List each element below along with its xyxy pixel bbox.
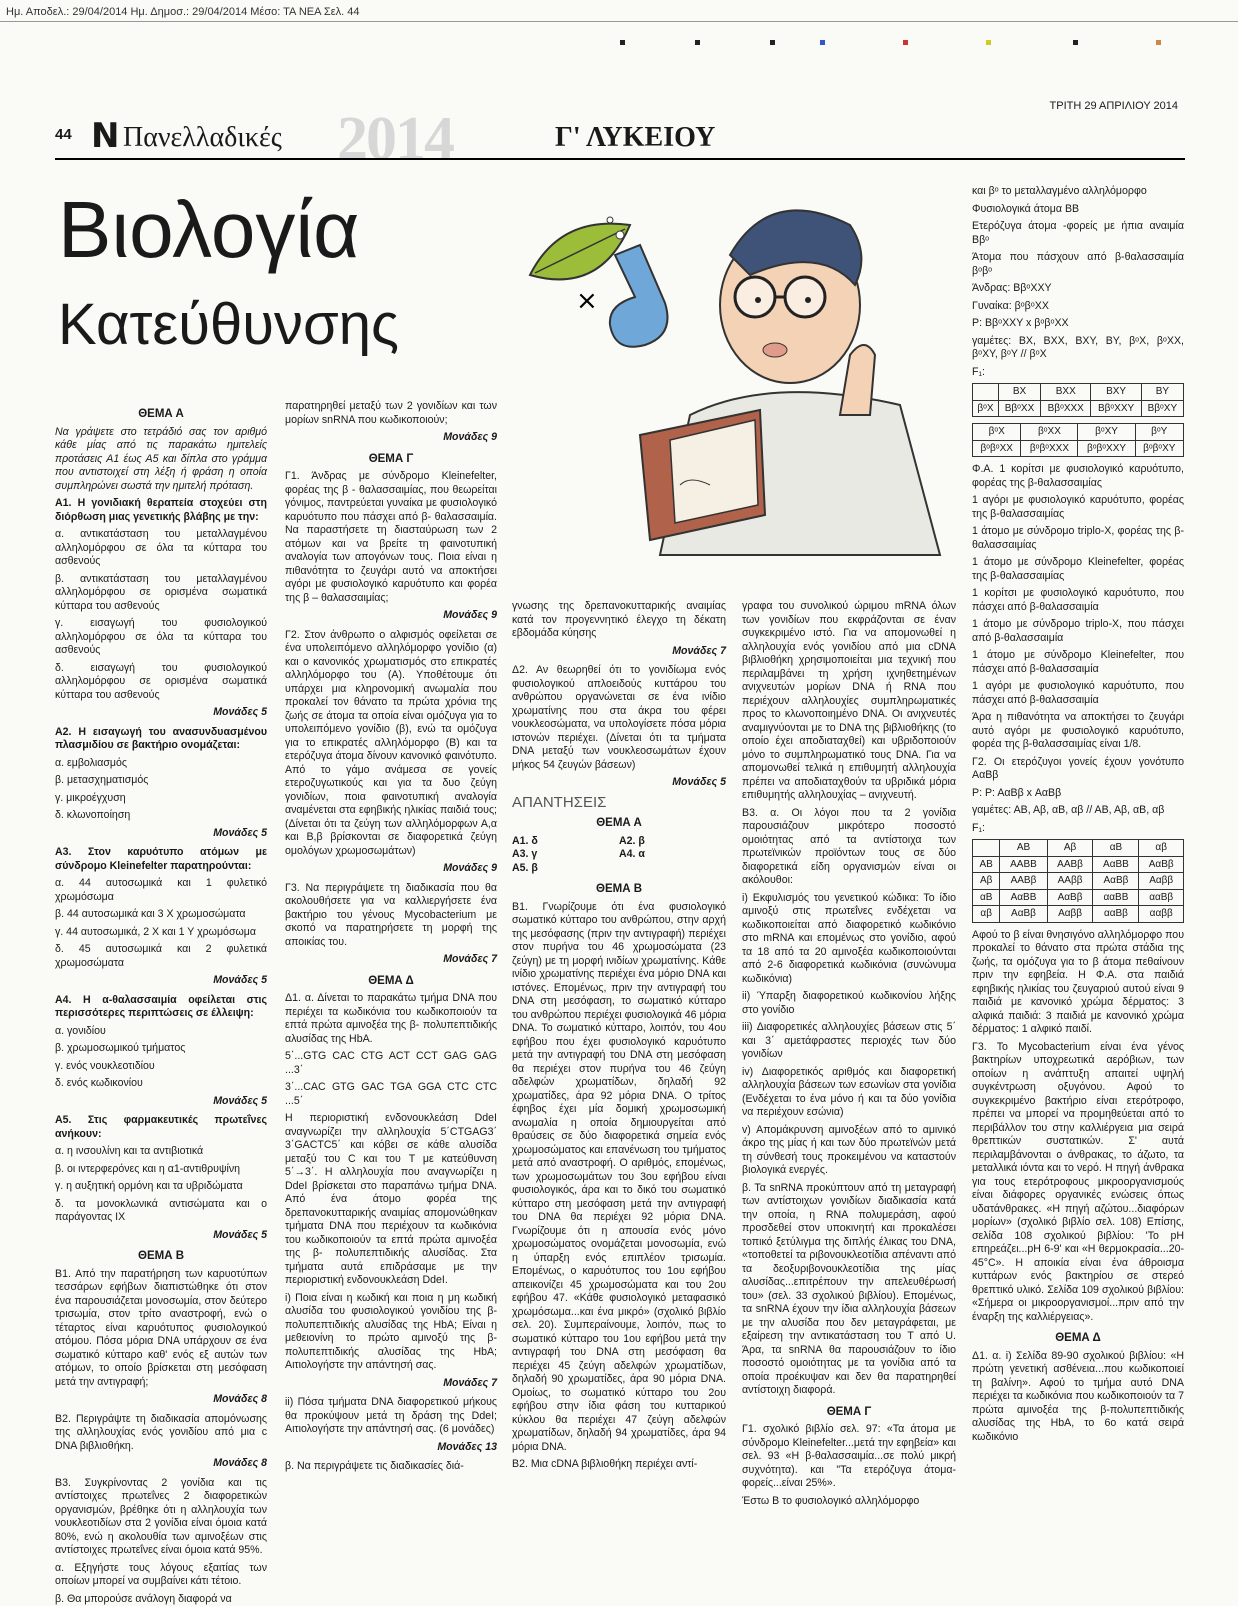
table-row	[973, 856, 1184, 873]
meta-divider	[0, 21, 1238, 22]
column-1	[55, 400, 267, 1565]
question-a3: Α3. Στον καρυότυπο ατόμων με σύνδρομο Kleinefelter παρατηρούνται:	[55, 846, 267, 873]
table-cell: βᵒΥ	[1135, 424, 1183, 441]
points: Μονάδες 9	[285, 431, 497, 445]
points: Μονάδες 7	[285, 1377, 497, 1391]
table-cell: ΑΑββ	[1047, 873, 1093, 890]
g2-gametes: γαμέτες: ΑΒ, Αβ, αΒ, αβ // ΑΒ, Αβ, αΒ, αβ	[972, 804, 1184, 818]
registration-dot	[986, 40, 991, 45]
option: γ. εισαγωγή του φυσιολογικού αλληλομόρφου σε όλα τα κύτταρα του ασθενούς	[55, 617, 267, 658]
heading-thema-a: ΘΕΜΑ Α	[55, 408, 267, 422]
punnett-square-3	[972, 839, 1184, 923]
instructions: Να γράψετε στο τετράδιό σας τον αριθμό κάθε μίας από τις παρακάτω ημιτελείς προτάσεις Α1 έως Α5 και δίπλα στο γράμμα που αντιστοιχεί στη λέξη ή φράση η οποία συμπληρώνει σωστά την ημιτελή πρόταση.	[55, 426, 267, 494]
question-d2: Δ2. Αν θεωρηθεί ότι το γονιδίωμα ενός φυσιολογικού απλοειδούς κυττάρου του ανθρώπου οργανώνεται σε ένα ινίδιο χρωματίνης που στα άκρα του φέρει νουκλεοσώματα, να υπολογίσετε πόσα μόρια ιστονών περιέχει. (Δίνεται ότι τα τμήματα DNA μεταξύ των νουκλεοσωμάτων έχουν μήκος 54 ζευγών βάσεων)	[512, 664, 726, 772]
allele-def: Ετερόζυγα άτομα -φορείς με ήπια αναιμία Ββᵒ	[972, 220, 1184, 247]
answer-b3b: β. Τα snRNA προκύπτουν από τη μεταγραφή των αντίστοιχων γονιδίων διαδικασία κατά την οποία, η RNA πολυμεράση, αφού προσδεθεί στον υποκινητή και προκαλέσει τοπικό ξετύλιγμα της διπλής έλικας του DNA, «τοποθετεί τα ριβονουκλεοτίδια απέναντι από τα δεοξυριβονουκλεοτίδια της μίας αλυσίδας...επιτρέπουν την απελευθέρωσή του» (σελ. 33 σχολικού βιβλίου). Επομένως, τα snRNA έχουν την ίδια αλληλουχία βάσεων με την αλυσίδα που δεν μεταγράφεται, με εξαίρεση την αντικατάσταση του T από U. Άρα, τα snRNA θα παρουσιάζουν το ίδιο ποσοστό ομοιότητας με τα γονίδια από τα οποία προέκυψαν και δεν θα παρατηρηθεί αντίστοιχη διαφορά.	[742, 1182, 956, 1398]
question-g3: Γ3. Να περιγράψετε τη διαδικασία που θα ακολουθήσετε για να καλλιεργήσετε ένα βακτήριο του γένους Mycobacterium με σκοπό να παρατηρήσετε τη μορφή της αποικίας του.	[285, 882, 497, 950]
table-cell: Αβ	[1047, 840, 1093, 857]
answer-b2: Β2. Μια cDNA βιβλιοθήκη περιέχει αντί-	[512, 1458, 726, 1472]
man-genotype: Άνδρας: ΒβᵒΧΧΥ	[972, 282, 1184, 296]
cross: Ρ: ΒβᵒΧΧΥ x βᵒβᵒΧΧ	[972, 317, 1184, 331]
registration-dot	[620, 40, 625, 45]
table-cell: ΑΑΒβ	[1000, 873, 1047, 890]
registration-dot	[695, 40, 700, 45]
question-d1-ii: ii) Πόσα τμήματα DNA διαφορετικού μήκους θα προκύψουν μετά τη δράση της DdeI; Αιτιολογήστε την απάντησή σας. (6 μονάδες)	[285, 1396, 497, 1437]
heading-answers-d: ΘΕΜΑ Δ	[972, 1332, 1184, 1346]
issue-date: ΤΡΙΤΗ 29 ΑΠΡΙΛΙΟΥ 2014	[1050, 100, 1178, 112]
scientist-illustration	[520, 185, 950, 555]
points: Μονάδες 5	[512, 776, 726, 790]
question-g2: Γ2. Στον άνθρωπο ο αλφισμός οφείλεται σε ένα υπολειπόμενο αλληλόμορφο γονίδιο (α) και ο κανονικός χρωματισμός στο επικρατές αλληλόμορφο του (Α). Υποθέτουμε ότι υπάρχει μια κληρονομική ανωμαλία που προκαλεί τον θάνατο τα πρώτα χρόνια της ζωής σε άτομα τα οποία είναι ομόζυγα για το υπολειπόμενο γονίδιο (β), ενώ τα ομόζυγα για το επικρατές αλληλόμορφο (Β) και τα ετερόζυγα άτομα δίνουν κανονικό φαινότυπο. Από το γάμο ανάμεσα σε γονείς ετεροζυγωτικούς και για τα δυο ζεύγη γονιδίων, ποια φαινοτυπική αναλογία αναμένεται στα εφηβικής ηλικίας παιδιά τους;(Δίνεται ότι τα ζεύγη των αλληλόμορφων Α,α και Β,β βρίσκονται σε διαφορετικά ζεύγη ομολόγων χρωμοσωμάτων)	[285, 629, 497, 859]
answer-b3-item: ii) Ύπαρξη διαφορετικού κωδικονίου λήξης στο γονίδιο	[742, 990, 956, 1017]
column-3	[512, 600, 726, 1565]
section-title: Πανελλαδικές	[123, 122, 282, 154]
table-cell: ΑαΒΒ	[1093, 856, 1139, 873]
table-row	[973, 889, 1184, 906]
heading-answers-g: ΘΕΜΑ Γ	[742, 1406, 956, 1420]
ta-nea-logo: Ν	[91, 116, 119, 156]
points: Μονάδες 8	[55, 1393, 267, 1407]
table-cell: ααΒβ	[1093, 906, 1139, 923]
option: β. 44 αυτοσωμικά και 3 Χ χρωμοσώματα	[55, 908, 267, 922]
table-row	[973, 440, 1184, 457]
table-cell: ΑαΒΒ	[1000, 889, 1047, 906]
option: α. 44 αυτοσωμικά και 1 φυλετικό χρωμόσωμα	[55, 877, 267, 904]
table-cell: αβ	[1139, 840, 1184, 857]
answer-g1: Γ1. σχολικό βιβλίο σελ. 97: «Τα άτομα με σύνδρομο Kleinefelter...μετά την εφηβεία» και σελ. 93 «Η β-θαλασσαιμία...σε πολύ μικρή συχνότητα). και "Τα ετερόζυγα άτομα-φορείς...είναι 25%».	[742, 1423, 956, 1491]
question-b3a: α. Εξηγήστε τους λόγους εξαιτίας των οποίων μπορεί να συμβαίνει κάτι τέτοιο.	[55, 1562, 267, 1589]
option: δ. εισαγωγή του φυσιολογικού αλληλομόρφου σε ορισμένα σωματικά κύτταρα του ασθενούς	[55, 662, 267, 703]
gametes: γαμέτες: ΒΧ, ΒΧΧ, ΒΧΥ, ΒΥ, βᵒΧ, βᵒΧΧ, βᵒΧΥ, βᵒΥ // βᵒΧ	[972, 335, 1184, 362]
question-d1: Δ1. α. Δίνεται το παρακάτω τμήμα DNA που περιέχει τα κωδικόνια του κωδικοποιούν τα επτά πρώτα αμινοξέα της β- πολυπεπτιδικής αλυσίδας της HbA.	[285, 992, 497, 1046]
table-cell: Αβ	[973, 873, 1000, 890]
table-cell: βᵒβᵒΧΧΥ	[1078, 440, 1135, 457]
phenotype-line: 1 κορίτσι με φυσιολογικό καρυότυπο, που πάσχει από β-θαλασσαιμία	[972, 587, 1184, 614]
answer-g1-end: Έστω Β το φυσιολογικό αλληλόμορφο	[742, 1495, 956, 1509]
answer-b3-item: iv) Διαφορετικός αριθμός και διαφορετική αλληλουχία βάσεων των εσωνίων στα γονίδια (Ενδέχεται το ένα μόνο ή και τα δύο γονίδια να περιέχουν εσώνια)	[742, 1066, 956, 1120]
answer: Α4. α	[619, 848, 726, 862]
enzyme-text: Η περιοριστική ενδονουκλεάση DdeI αναγνωρίζει την αλληλουχία 5΄CTGAG3΄ 3΄GACTC5΄ και κόβει σε κάθε αλυσίδα μεταξύ του C και του T με κατεύθυνση 5΄→3΄. Η αλληλουχία που αναγνωρίζει η DdeI βρίσκεται στο παραπάνω τμήμα DNA. Από ένα άτομο φορέα της δρεπανοκυτταρικής αναιμίας απομονώθηκαν τμήματα DNA που περιέχουν τα κωδικόνια του κωδικοποιούν τα επτά πρώτα αμινοξέα της β- πολυπεπτιδικής αλυσίδας. Στα τμήματα αυτά επιδράσαμε με την περιοριστική ενδονουκλεάση DdeI.	[285, 1112, 497, 1288]
table-cell: ΒΥ	[1141, 384, 1183, 401]
f1-label: F₁:	[972, 822, 1184, 836]
option: γ. μικροέγχυση	[55, 792, 267, 806]
option: δ. τα μονοκλωνικά αντισώματα και ο παράγοντας IX	[55, 1198, 267, 1225]
year-watermark: 2014	[337, 104, 453, 175]
table-row	[973, 384, 1184, 401]
punnett-square-1	[972, 383, 1184, 417]
option: β. χρωμοσωμικού τμήματος	[55, 1042, 267, 1056]
dna-strand-2: 3΄...CAC GTG GAC TGA GGA CTC CTC ...5΄	[285, 1081, 497, 1108]
question-d1-b: β. Να περιγράψετε τις διαδικασίες διά-	[285, 1460, 497, 1474]
answers-heading: ΑΠΑΝΤΗΣΕΙΣ	[512, 796, 726, 810]
table-cell: ΑαΒβ	[1093, 873, 1139, 890]
table-cell: βᵒβᵒΧΥ	[1135, 440, 1183, 457]
table-cell: βᵒβᵒΧΧΧ	[1021, 440, 1078, 457]
clipping-meta: Ημ. Αποδελ.: 29/04/2014 Ημ. Δημοσ.: 29/04/2014 Μέσο: ΤΑ ΝΕΑ Σελ. 44	[6, 6, 359, 18]
column-5	[972, 185, 1184, 1565]
question-a5: Α5. Στις φαρμακευτικές πρωτεΐνες ανήκουν:	[55, 1114, 267, 1141]
table-row	[973, 840, 1184, 857]
f1-label: F₁:	[972, 366, 1184, 380]
option: α. η ινσουλίνη και τα αντιβιοτικά	[55, 1145, 267, 1159]
question-b1: Β1. Από την παρατήρηση των καρυοτύπων τεσσάρων εφήβων διαπιστώθηκε ότι στον ένα παρουσιάζεται μονοσωμία, στον δεύτερο τρισωμία, στον τρίτο αναστροφή, ενώ ο τέταρτος είναι καρυότυπος φυσιολογικού ατόμου. Πόσα μόρια DNA υπάρχουν σε ένα σωματικό κύτταρο καθ' ενός εξ αυτών των ατόμων, το οποίο βρίσκεται στη μεσόφαση μετά την αντιγραφή;	[55, 1268, 267, 1390]
phenotype-line: Φ.Α. 1 κορίτσι με φυσιολογικό καρυότυπο, φορέας της β-θαλασσαιμίας	[972, 463, 1184, 490]
table-cell: αβ	[973, 906, 1000, 923]
answer-b3-item: i) Εκφυλισμός του γενετικού κώδικα: Το ίδιο αμινοξύ στις πρωτεΐνες ενδέχεται να κωδικοποιείται από διαφορετικό κωδικόνιο στο mRNA και επομένως στο γονίδιο, αφού τα 18 από τα 20 αμινοξέα κωδικοποιούνται από 2-6 διαφορετικά κωδικόνια (συνώνυμα κωδικόνια)	[742, 892, 956, 987]
table-cell: ΒβᵒΧΧ	[998, 400, 1040, 417]
answer: Α3. γ	[512, 848, 619, 862]
registration-dot	[903, 40, 908, 45]
table-cell: ααΒΒ	[1093, 889, 1139, 906]
points: Μονάδες 5	[55, 706, 267, 720]
heading-answers-a: ΘΕΜΑ Α	[512, 817, 726, 831]
answer-b3-item: iii) Διαφορετικές αλληλουχίες βάσεων στις 5΄ και 3΄ αμετάφραστες περιοχές των δύο γονιδίων	[742, 1021, 956, 1062]
question-b3b: β. Θα μπορούσε ανάλογη διαφορά να	[55, 1593, 267, 1606]
page-number: 44	[55, 126, 72, 143]
answer-b3a: Β3. α. Οι λόγοι που τα 2 γονίδια παρουσιάζουν μικρότερο ποσοστό ομοιότητας από τα αντίστοιχα των πρωτεϊνικών προϊόντων τους σε δύο διαφορετικά είδη οργανισμών είναι οι ακόλουθοι:	[742, 807, 956, 888]
question-a2: Α2. Η εισαγωγή του ανασυνδυασμένου πλασμιδίου σε βακτήριο ονομάζεται:	[55, 726, 267, 753]
table-cell: ΑαΒβ	[1000, 906, 1047, 923]
probability: Άρα η πιθανότητα να αποκτήσει το ζευγάρι αυτό αγόρι με φυσιολογικό καρυότυπο, φορέα της β-θαλασσαιμίας είναι 1/8.	[972, 711, 1184, 752]
table-cell	[973, 384, 999, 401]
answer-b1: Β1. Γνωρίζουμε ότι ένα φυσιολογικό σωματικό κύτταρο του ανθρώπου, στην αρχή της μεσόφασης (πριν την αντιγραφή) περιέχει στον πυρήνα του 46 χρωμοσώματα (23 ζεύγη) με τη μορφή ινιδίων χρωματίνης. Κάθε ινίδιο χρωματίνης περιέχει ένα μόριο DNA και ιστόνες. Επομένως, πριν την αντιγραφή του DNA στη μεσόφαση, το σωματικό κύτταρο του ανθρώπου περιέχει φυσιολογικά 46 μόρια DNA. Το σωματικό κύτταρο, λοιπόν, του 4ου εφήβου που έχει φυσιολογικό καρυότυπο μετά την αντιγραφή του DNA στη μεσόφαση θα περιέχει στον πυρήνα του 46 ζεύγη αδελφών χρωματίδων, δηλαδή 92 χρωματίδες, άρα 92 μόρια DNA. Ο τρίτος έφηβος έχει μία δομική χρωμοσωμική ανωμαλία η οποία δημιουργείται από θραύσεις σε δύο διαφορετικά σημεία ενός χρωμοσώματος και επανένωση του τμήματος μετά από αναστροφή. Ο αριθμός, επομένως, των χρωμοσωμάτων του 3ου εφήβου είναι φυσιολογικός, άρα και το δικό του σωματικό κύτταρο στη μεσόφαση μετά την αντιγραφή του DNA θα περιέχει 92 μόρια DNA. Γνωρίζουμε ότι η απουσία ενός μόνο χρωμοσώματος ονομάζεται μονοσωμία, ενώ η ύπαρξη ενός επιπλέον τρισωμία. Επομένως, ο καρυότυπος του 1ου εφήβου απεικονίζει 45 χρωμοσώματα και του 2ου εφήβου 47. «Κάθε φυσιολογικό μεταφασικό χρωμόσωμα...και ένα μικρό» (σχολικό βιβλίο σελ. 20). Συμπεραίνουμε, λοιπόν, πως το σωματικό κύτταρο του 1ου εφήβου μετά την αντιγραφή του DNA στη μεσόφαση θα περιέχει 45 ζεύγη αδελφών χρωματίδων, δηλαδή 90 χρωματίδες, άρα 90 μόρια DNA. Ομοίως, το σωματικό κύτταρο του 2ου εφήβου στην ίδια φάση του κυτταρικού κύκλου θα περιέχει 47 ζεύγη αδελφών χρωματίδων, δηλαδή 94 χρωματίδες, άρα 94 μόρια DNA.	[512, 901, 726, 1455]
table-cell: ΑΑΒβ	[1047, 856, 1093, 873]
registration-dot	[1073, 40, 1078, 45]
option: α. αντικατάσταση του μεταλλαγμένου αλληλομόρφου σε όλα τα κύτταρα του ασθενούς	[55, 528, 267, 569]
punnett-square-2	[972, 423, 1184, 457]
question-d1-b-cont: γνωσης της δρεπανοκυτταρικής αναιμίας κατά τον προγεννητικό έλεγχο τη δέκατη εβδομάδα κύησης	[512, 600, 726, 641]
allele-intro: και βᵒ το μεταλλαγμένο αλληλόμορφο	[972, 185, 1184, 199]
table-cell: ΑΑΒΒ	[1000, 856, 1047, 873]
phenotype-line: 1 άτομο με σύνδρομο triplo-X, φορέας της β-θαλασσαιμίας	[972, 525, 1184, 552]
table-cell: βᵒΧΧ	[1021, 424, 1078, 441]
option: β. αντικατάσταση του μεταλλαγμένου αλληλομόρφου σε ορισμένα σωματικά κύτταρα του ασθενούς	[55, 573, 267, 614]
points: Μονάδες 9	[285, 609, 497, 623]
table-cell: ΑΒ	[1000, 840, 1047, 857]
allele-def: Φυσιολογικά άτομα ΒΒ	[972, 203, 1184, 217]
question-b2: Β2. Περιγράψτε τη διαδικασία απομόνωσης της αλληλουχίας ενός γονιδίου από μια c DNA βιβλιοθήκη.	[55, 1413, 267, 1454]
phenotype-line: 1 αγόρι με φυσιολογικό καρυότυπο, που πάσχει από β-θαλασσαιμία	[972, 680, 1184, 707]
table-cell	[973, 840, 1000, 857]
question-g1: Γ1. Άνδρας με σύνδρομο Kleinefelter, φορέας της β - θαλασσαιμίας, που θεωρείται γόνιμος, παντρεύεται γυναίκα με φυσιολογικό καρυότυπο που πάσχει από β- θαλασσαιμία. Να παραστήσετε τη διασταύρωση των 2 ατόμων και να βρείτε τη φαινοτυπική αναλογία των απογόνων τους. Ποια είναι η πιθανότητα το ζευγάρι αυτό να αποκτήσει αγόρι με φυσιολογικό καρυότυπο και φορέα της β – θαλασσαιμίας;	[285, 470, 497, 605]
question-b3b-cont: παρατηρηθεί μεταξύ των 2 γονιδίων και των μορίων snRNA που κωδικοποιούν;	[285, 400, 497, 427]
headline-biology: Βιολογία	[58, 185, 359, 275]
answer-d1: Δ1. α. i) Σελίδα 89-90 σχολικού βιβλίου: «Η πρώτη γενετική ασθένεια...που κωδικοποιεί τη βαλίνη». Αφού το τμήμα αυτό DNA περιέχει τα κωδικόνια που κωδικοποιούν τα 7 πρώτα αμινοξέα της β-πολυπεπτιδικής αλυσίδας της HbA, το 6ο κατά σειρά κωδικόνιο	[972, 1350, 1184, 1445]
heading-thema-g: ΘΕΜΑ Γ	[285, 453, 497, 467]
points: Μονάδες 7	[512, 645, 726, 659]
heading-thema-d: ΘΕΜΑ Δ	[285, 975, 497, 989]
table-cell: ΒΧΥ	[1091, 384, 1141, 401]
table-cell: ΒβᵒΧΥ	[1141, 400, 1183, 417]
svg-text:×: ×	[576, 286, 598, 316]
phenotype-line: 1 άτομο με σύνδρομο triplo-X, που πάσχει από β-θαλασσαιμία	[972, 618, 1184, 645]
option: γ. ενός νουκλεοτιδίου	[55, 1060, 267, 1074]
phenotype-line: 1 άτομο με σύνδρομο Kleinefelter, φορέας της β-θαλασσαιμίας	[972, 556, 1184, 583]
option: δ. 45 αυτοσωμικά και 2 φυλετικά χρωμοσώματα	[55, 943, 267, 970]
g2-cross: Ρ: Ρ: ΑαΒβ x ΑαΒβ	[972, 787, 1184, 801]
option: α. εμβολιασμός	[55, 757, 267, 771]
answers-a-grid	[512, 835, 726, 876]
answer-b3-item: v) Απομάκρυνση αμινοξέων από το αμινικό άκρο της μίας ή και των δύο πρωτεϊνών μετά τη σύνθεσή τους προκειμένου να καταστούν βιολογικά ενεργές.	[742, 1124, 956, 1178]
column-2	[285, 400, 497, 1565]
table-cell: ΑΒ	[973, 856, 1000, 873]
grade-label: Γ' ΛΥΚΕΙΟΥ	[555, 122, 715, 154]
points: Μονάδες 5	[55, 827, 267, 841]
g2-explanation: Αφού το β είναι θνησιγόνο αλληλόμορφο που προκαλεί το θάνατο στα πρώτα στάδια της ζωής, τα ομόζυγα για το β άτομα πεθαίνουν πριν την εφηβεία. Η Φ.Α. στα παιδιά εφηβικής ηλικίας του ζευγαριού αυτού είναι 9 παιδιά με κανονικό χρώμα δέρματος: 3 αλφικά παιδιά: 3 παιδιά με κανονικό χρώμα δέρματος: 1 αλφικό παιδί.	[972, 929, 1184, 1037]
woman-genotype: Γυναίκα: βᵒβᵒΧΧ	[972, 300, 1184, 314]
points: Μονάδες 7	[285, 953, 497, 967]
option: α. γονιδίου	[55, 1025, 267, 1039]
table-cell: βᵒΧ	[973, 400, 999, 417]
answer-g2: Γ2. Οι ετερόζυγοι γονείς έχουν γονότυπο ΑαΒβ	[972, 756, 1184, 783]
option: β. μετασχηματισμός	[55, 774, 267, 788]
page-header	[55, 112, 1185, 162]
points: Μονάδες 5	[55, 1229, 267, 1243]
table-cell: αΒ	[1093, 840, 1139, 857]
option: γ. η αυξητική ορμόνη και τα υβριδώματα	[55, 1180, 267, 1194]
headline-direction: Κατεύθυνσης	[58, 290, 399, 360]
table-cell: ααββ	[1139, 906, 1184, 923]
registration-dot	[820, 40, 825, 45]
points: Μονάδες 9	[285, 862, 497, 876]
answer: Α1. δ	[512, 835, 619, 849]
phenotype-line: 1 αγόρι με φυσιολογικό καρυότυπο, φορέας της β-θαλασσαιμίας	[972, 494, 1184, 521]
table-row	[973, 873, 1184, 890]
question-b3: Β3. Συγκρίνοντας 2 γονίδια και τις αντίστοιχες πρωτεΐνες 2 διαφορετικών οργανισμών, βρέθηκε ότι η αλληλουχία των νουκλεοτιδίων στα 2 γονίδια είναι όμοια κατά 80%, ενώ η ακολουθία των αμινοξέων στις αντίστοιχες πρωτεΐνες είναι όμοια κατά 95%.	[55, 1477, 267, 1558]
table-cell: βᵒβᵒΧΧ	[973, 440, 1021, 457]
points: Μονάδες 13	[285, 1441, 497, 1455]
option: β. οι ιντερφερόνες και η α1-αντιθρυψίνη	[55, 1163, 267, 1177]
points: Μονάδες 5	[55, 1095, 267, 1109]
allele-def: Άτομα που πάσχουν από β-θαλασσαιμία βᵒβᵒ	[972, 251, 1184, 278]
question-d1-i: i) Ποια είναι η κωδική και ποια η μη κωδική αλυσίδα του φυσιολογικού γονιδίου της β- πολυπεπτιδικής αλυσίδας της HbA; Είναι η μεθειονίνη το πρώτο αμινοξύ της β-πολυπεπτιδικής αλυσίδας της HbA; Αιτιολογήστε την απάντησή σας.	[285, 1292, 497, 1373]
table-cell: βᵒΧΥ	[1078, 424, 1135, 441]
table-cell: αΒ	[973, 889, 1000, 906]
table-row	[973, 424, 1184, 441]
question-a1: Α1. Η γονιδιακή θεραπεία στοχεύει στη διόρθωση μιας γενετικής βλάβης με την:	[55, 497, 267, 524]
option: δ. ενός κωδικονίου	[55, 1077, 267, 1091]
option: γ. 44 αυτοσωμικά, 2 Χ και 1 Υ χρωμόσωμα	[55, 926, 267, 940]
heading-thema-b: ΘΕΜΑ Β	[55, 1250, 267, 1264]
table-cell: Ααββ	[1139, 873, 1184, 890]
answer-g3: Γ3. Το Mycobacterium είναι ένα γένος βακτηρίων υποχρεωτικά αερόβιων, των οποίων η ανάπτυξη απαιτεί υψηλή συγκέντρωση οξυγόνου. Αφού το συγκεκριμένο βακτήριο είναι ετερότροφο, πρέπει να μπορεί να προμηθεύεται από το περιβάλλον του στην καλλιέργεια μια σειρά θρεπτικών συστατικών. Σ' αυτά περιλαμβάνονται ο άνθρακας, το άζωτο, τα μεταλλικά ιόντα και το νερό. Η πηγή άνθρακα για τους ετερότροφους μικροοργανισμούς είναι διάφορες οργανικές ενώσεις όπως υδατάνθρακες. «Η πηγή αζώτου...διαφόρων μορίων» (σχολικό βιβλίο σελ. 108) Επίσης, σελίδα 108 σχολικού βιβλίου: 'Το pH επηρεάζει...pH 6-9' και «Η θερμοκρασία...20-45°C». Η αποικία είναι ένα άθροισμα κυττάρων ενός βακτηρίου σε στερεό θρεπτικό υλικό. Σελίδα 109 σχολικού βιβλίου: «Σήμερα οι μικροοργανισμοί...πριν από την έναρξη της καλλιέργειας».	[972, 1041, 1184, 1325]
table-cell: ΑαΒβ	[1047, 889, 1093, 906]
table-cell: Ααββ	[1047, 906, 1093, 923]
points: Μονάδες 5	[55, 974, 267, 988]
table-cell: ΒβᵒΧΧΥ	[1091, 400, 1141, 417]
table-cell: ΒβᵒΧΧΧ	[1041, 400, 1091, 417]
answer: Α2. β	[619, 835, 726, 849]
table-cell: ΑαΒβ	[1139, 856, 1184, 873]
points: Μονάδες 8	[55, 1457, 267, 1471]
header-rule	[55, 158, 1185, 160]
dna-strand-1: 5΄...GTG CAC CTG ACT CCT GAG GAG ...3΄	[285, 1050, 497, 1077]
option: δ. κλωνοποίηση	[55, 809, 267, 823]
print-registration-dots	[620, 40, 1180, 46]
phenotype-line: 1 άτομο με σύνδρομο Kleinefelter, που πάσχει από β-θαλασσαιμία	[972, 649, 1184, 676]
table-cell: ααΒβ	[1139, 889, 1184, 906]
registration-dot	[770, 40, 775, 45]
table-cell: βᵒΧ	[973, 424, 1021, 441]
table-row	[973, 400, 1184, 417]
answer: Α5. β	[512, 862, 619, 876]
question-a4: Α4. Η α-θαλασσαιμία οφείλεται στις περισσότερες περιπτώσεις σε έλλειψη:	[55, 994, 267, 1021]
heading-answers-b: ΘΕΜΑ Β	[512, 883, 726, 897]
table-cell: ΒΧ	[998, 384, 1040, 401]
table-row	[973, 906, 1184, 923]
table-cell: ΒΧΧ	[1041, 384, 1091, 401]
answer-b2-cont: γραφα του συνολικού ώριμου mRNA όλων των γονιδίων που εκφράζονται σε έναν συγκεκριμένο ιστό. Για να απομονωθεί η αλληλουχία ενός γονιδίου από μια cDNA βιβλιοθήκη χρησιμοποιείται μια τεχνική που περιλαμβάνει τη χρήση ιχνηθετημένων ανιχνευτών μορίων DNA ή RNA που περιέχουν αλληλουχίες συμπληρωματικές προς το κλωνοποιημένο DNA. Οι ανιχνευτές αναμιγνύονται με το DNA της βιβλιοθήκης (το οποίο έχει αποδιαταχθεί) και υβριδοποιούν μόνο το συμπληρωματικό τους DNA. Για να απομονωθεί τελικά η επιθυμητή αλληλουχία πρέπει να αποδιαταχθούν τα υβριδικά μόρια επιθυμητής αλληλουχίας – ανιχνευτή.	[742, 600, 956, 803]
registration-dot	[1156, 40, 1161, 45]
column-4	[742, 600, 956, 1565]
